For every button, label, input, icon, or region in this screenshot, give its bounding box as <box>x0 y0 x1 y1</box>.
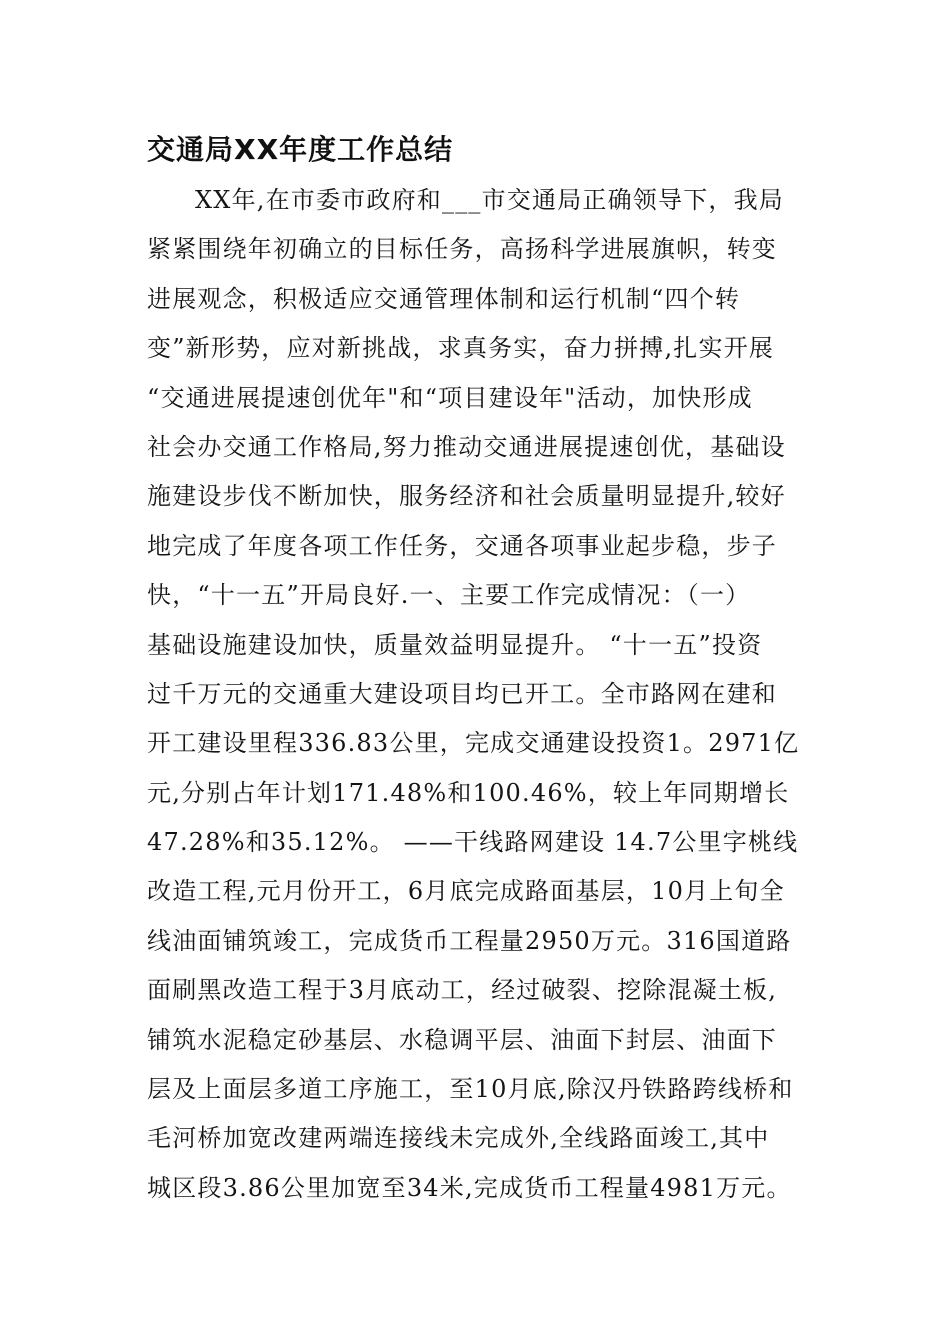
body-line: 施建设步伐不断加快，服务经济和社会质量明显提升,较好 <box>147 482 786 511</box>
body-line: XX年,在市委市政府和___市交通局正确领导下，我局 <box>195 186 784 214</box>
body-line: 社会办交通工作格局,努力推动交通进展提速创优，基础设 <box>147 432 786 461</box>
body-line: 层及上面层多道工序施工，至10月底,除汉丹铁路跨线桥和 <box>147 1075 794 1104</box>
body-line: 面刷黑改造工程于3月底动工，经过破裂、挖除混凝土板, <box>147 976 778 1005</box>
document-body <box>147 180 817 1217</box>
body-line: 过千万元的交通重大建设项目均已开工。全市路网在建和 <box>147 679 777 708</box>
body-line: “交通进展提速创优年"和“项目建设年"活动，加快形成 <box>147 383 753 412</box>
body-line: 线油面铺筑竣工，完成货币工程量2950万元。316国道路 <box>147 926 792 955</box>
body-line: 城区段3.86公里加宽至34米,完成货币工程量4981万元。 <box>147 1173 792 1202</box>
body-line: 开工建设里程336.83公里，完成交通建设投资1。2971亿 <box>147 729 800 758</box>
body-line: 铺筑水泥稳定砂基层、水稳调平层、油面下封层、油面下 <box>147 1025 777 1054</box>
body-line: 基础设施建设加快，质量效益明显提升。 “十一五”投资 <box>147 630 763 659</box>
body-line: 紧紧围绕年初确立的目标任务，高扬科学进展旗帜，转变 <box>147 235 777 264</box>
body-line: 快，“十一五”开局良好.一、主要工作完成情况：（一） <box>147 581 751 610</box>
body-line: 47.28%和35.12%。 ——干线路网建设 14.7公里字桃线 <box>147 828 799 857</box>
body-line: 元,分别占年计划171.48%和100.46%，较上年同期增长 <box>147 778 790 807</box>
body-line: 改造工程,元月份开工，6月底完成路面基层，10月上旬全 <box>147 877 785 906</box>
body-line: 变”新形势，应对新挑战，求真务实，奋力拼搏,扎实开展 <box>147 334 775 363</box>
body-line: 毛河桥加宽改建两端连接线未完成外,全线路面竣工,其中 <box>147 1124 770 1153</box>
document-title: 交通局XX年度工作总结 <box>147 133 454 166</box>
body-line: 地完成了年度各项工作任务，交通各项事业起步稳，步子 <box>147 531 777 560</box>
body-line: 进展观念，积极适应交通管理体制和运行机制“四个转 <box>147 284 741 313</box>
